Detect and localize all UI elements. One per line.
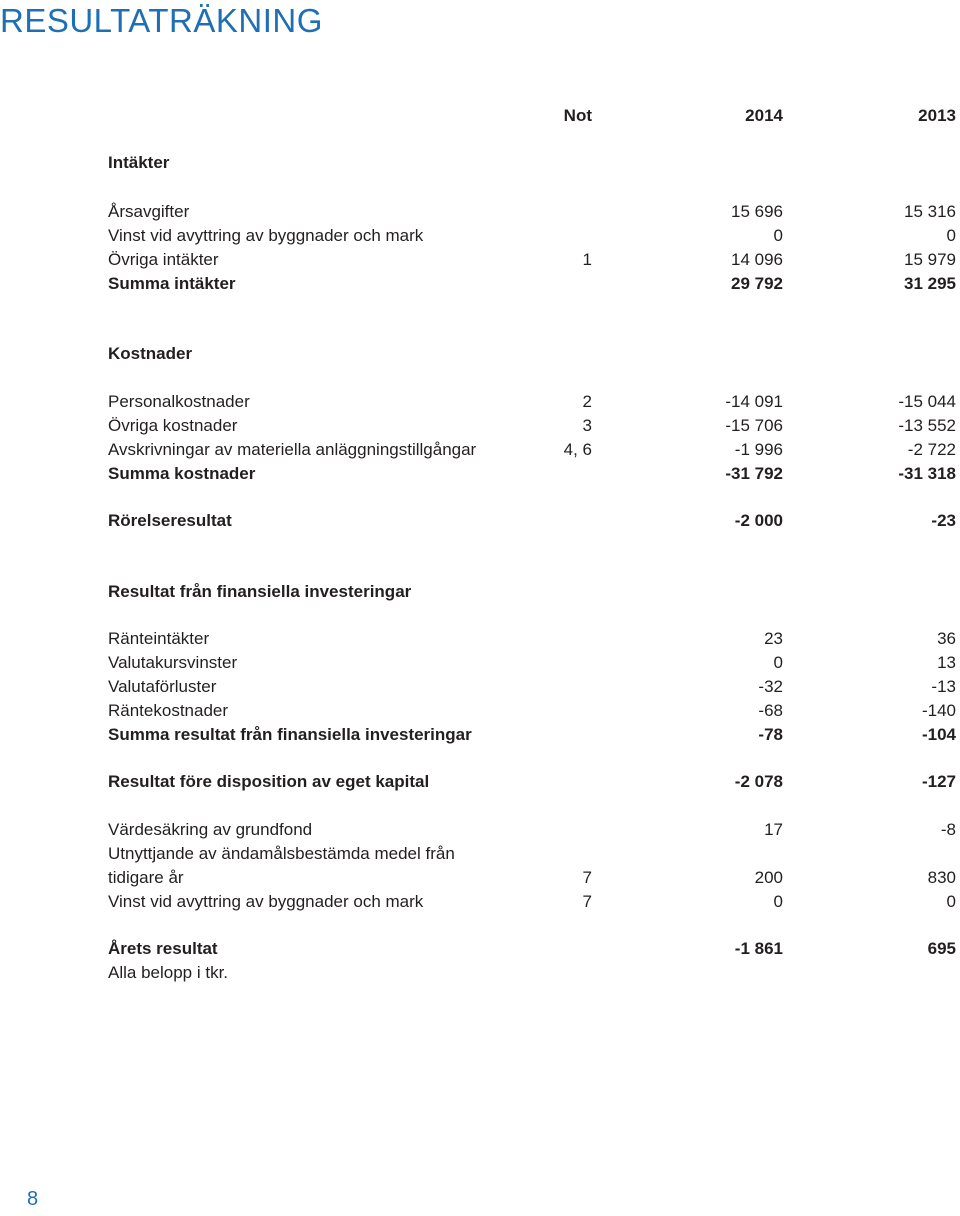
table-row — [0, 509, 960, 533]
table-row — [0, 842, 960, 866]
footnote: Alla belopp i tkr. — [108, 963, 229, 982]
table-row — [0, 342, 960, 366]
row-value-2013: -2 722 — [907, 440, 956, 459]
row-note: 7 — [582, 868, 592, 887]
row-value-2014: 0 — [773, 226, 783, 245]
row-label: Avskrivningar av materiella anläggningstillgångar — [108, 440, 477, 459]
table-row — [0, 224, 960, 248]
table-row — [0, 770, 960, 794]
row-note: 2 — [582, 392, 592, 411]
column-header-2013: 2013 — [918, 106, 956, 125]
row-label: Summa kostnader — [108, 464, 256, 483]
row-value-2014: -1 861 — [734, 939, 783, 958]
row-value-2014: -2 000 — [734, 511, 783, 530]
row-value-2013: -104 — [921, 725, 956, 744]
row-value-2013: 830 — [927, 868, 956, 887]
row-value-2013: 695 — [927, 939, 956, 958]
row-value-2013: 36 — [937, 629, 956, 648]
table-row — [0, 580, 960, 604]
row-value-2014: -15 706 — [725, 416, 783, 435]
row-label: Vinst vid avyttring av byggnader och mark — [108, 892, 424, 911]
column-header-2014: 2014 — [745, 106, 783, 125]
row-value-2014: -2 078 — [734, 772, 783, 791]
row-label: Värdesäkring av grundfond — [108, 820, 313, 839]
row-label: Personalkostnader — [108, 392, 250, 411]
row-note: 4, 6 — [563, 440, 592, 459]
row-value-2014: 15 696 — [731, 202, 783, 221]
table-row — [0, 699, 960, 723]
page-number: 8 — [27, 1188, 39, 1210]
row-value-2014: 29 792 — [731, 274, 783, 293]
row-value-2013: 15 316 — [904, 202, 956, 221]
row-value-2013: -15 044 — [898, 392, 956, 411]
table-row — [0, 414, 960, 438]
row-value-2014: 200 — [754, 868, 783, 887]
column-header-note: Not — [563, 106, 592, 125]
row-value-2014: 17 — [764, 820, 783, 839]
row-label: Vinst vid avyttring av byggnader och mark — [108, 226, 424, 245]
table-row — [0, 890, 960, 914]
table-row — [0, 151, 960, 175]
row-value-2013: -8 — [940, 820, 956, 839]
row-label: Utnyttjande av ändamålsbestämda medel från — [108, 844, 455, 863]
row-label: Rörelseresultat — [108, 511, 232, 530]
row-value-2013: -13 552 — [898, 416, 956, 435]
table-row — [0, 272, 960, 296]
row-value-2014: 0 — [773, 653, 783, 672]
row-value-2014: -31 792 — [725, 464, 783, 483]
row-value-2013: -127 — [921, 772, 956, 791]
table-row — [0, 200, 960, 224]
table-row — [0, 818, 960, 842]
row-value-2013: 31 295 — [904, 274, 956, 293]
row-label: Summa intäkter — [108, 274, 236, 293]
row-label: Valutakursvinster — [108, 653, 238, 672]
row-value-2013: -31 318 — [898, 464, 956, 483]
row-label: Årets resultat — [108, 939, 218, 958]
row-label: tidigare år — [108, 868, 184, 887]
table-row — [0, 438, 960, 462]
row-value-2014: 14 096 — [731, 250, 783, 269]
table-row — [0, 390, 960, 414]
row-label: Övriga intäkter — [108, 250, 219, 269]
row-value-2013: -23 — [931, 511, 956, 530]
row-value-2013: -140 — [921, 701, 956, 720]
row-note: 3 — [582, 416, 592, 435]
page-title: RESULTATRÄKNING — [0, 2, 323, 39]
table-row — [0, 937, 960, 961]
table-row — [0, 723, 960, 747]
row-value-2013: -13 — [931, 677, 956, 696]
row-label: Intäkter — [108, 153, 170, 172]
row-note: 1 — [582, 250, 592, 269]
row-label: Summa resultat från finansiella investeringar — [108, 725, 472, 744]
row-label: Ränteintäkter — [108, 629, 210, 648]
row-value-2014: -14 091 — [725, 392, 783, 411]
row-label: Resultat från finansiella investeringar — [108, 582, 412, 601]
row-value-2013: 0 — [946, 226, 956, 245]
table-row — [0, 866, 960, 890]
row-value-2014: -1 996 — [734, 440, 783, 459]
row-label: Kostnader — [108, 344, 193, 363]
row-value-2014: -78 — [758, 725, 783, 744]
table-row — [0, 651, 960, 675]
row-value-2013: 13 — [937, 653, 956, 672]
row-value-2014: 0 — [773, 892, 783, 911]
row-value-2014: -32 — [758, 677, 783, 696]
row-label: Resultat före disposition av eget kapital — [108, 772, 430, 791]
row-label: Övriga kostnader — [108, 416, 238, 435]
table-row — [0, 675, 960, 699]
row-label: Valutaförluster — [108, 677, 217, 696]
row-value-2013: 15 979 — [904, 250, 956, 269]
row-label: Årsavgifter — [108, 202, 190, 221]
column-header-row — [0, 104, 960, 128]
row-value-2014: 23 — [764, 629, 783, 648]
table-row — [0, 627, 960, 651]
table-row — [0, 462, 960, 486]
row-value-2013: 0 — [946, 892, 956, 911]
table-row — [0, 248, 960, 272]
row-label: Räntekostnader — [108, 701, 229, 720]
row-note: 7 — [582, 892, 592, 911]
row-value-2014: -68 — [758, 701, 783, 720]
